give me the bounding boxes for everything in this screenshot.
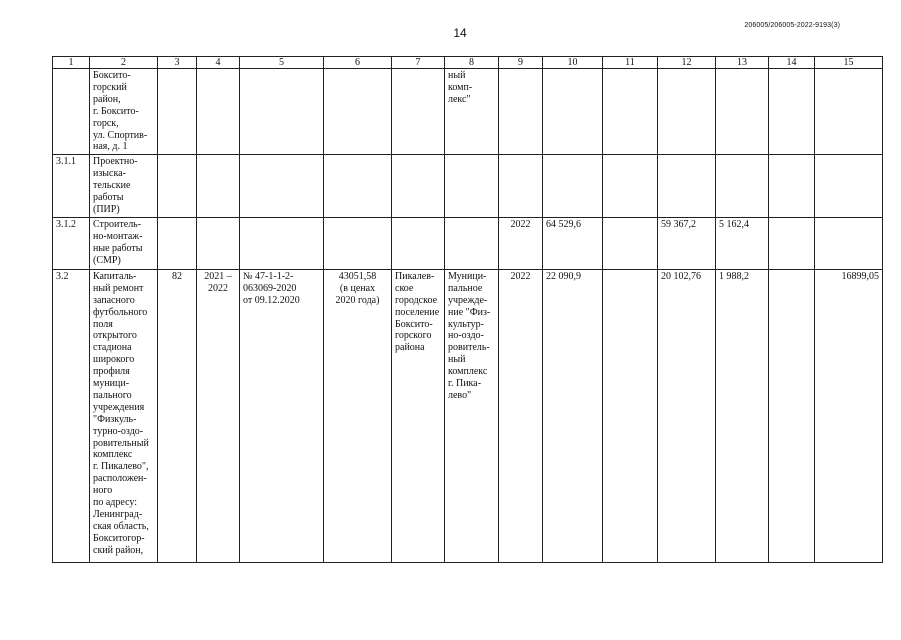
document-id: 206005/206005-2022-9193(3) <box>744 22 840 29</box>
table-cell <box>658 155 716 218</box>
amount-cell: 64 529,6 <box>543 217 603 269</box>
customer-cell: ный комп- лекс" <box>445 69 499 155</box>
table-row <box>53 69 883 155</box>
table-row <box>53 217 883 269</box>
table-cell <box>603 69 658 155</box>
column-header: 11 <box>603 57 658 69</box>
table-cell: 82 <box>158 269 197 562</box>
table-cell <box>815 217 883 269</box>
table-cell <box>158 155 197 218</box>
table-cell <box>716 155 769 218</box>
table-cell <box>603 269 658 562</box>
table-cell <box>392 155 445 218</box>
table-cell <box>769 217 815 269</box>
column-header: 12 <box>658 57 716 69</box>
amount-cell: 1 988,2 <box>716 269 769 562</box>
column-header: 10 <box>543 57 603 69</box>
amount-cell: 5 162,4 <box>716 217 769 269</box>
municipality-cell: Пикалев- ское городское поселение Боксито- горского района <box>392 269 445 562</box>
estimate-cell: 43051,58 (в ценах 2020 года) <box>324 269 392 562</box>
table-cell <box>392 217 445 269</box>
table-cell <box>445 155 499 218</box>
column-header: 8 <box>445 57 499 69</box>
table-cell <box>769 155 815 218</box>
table-cell <box>240 69 324 155</box>
column-header: 3 <box>158 57 197 69</box>
table-cell <box>197 155 240 218</box>
table-cell <box>815 155 883 218</box>
table-cell <box>499 155 543 218</box>
column-header: 5 <box>240 57 324 69</box>
table-cell <box>603 155 658 218</box>
table-cell <box>240 155 324 218</box>
column-header: 7 <box>392 57 445 69</box>
column-header: 2 <box>90 57 158 69</box>
object-name: Проектно- изыска- тельские работы (ПИР) <box>90 155 158 218</box>
row-number: 3.1.2 <box>53 217 90 269</box>
column-header: 15 <box>815 57 883 69</box>
table-cell <box>445 217 499 269</box>
amount-cell: 16899,05 <box>815 269 883 562</box>
column-header: 4 <box>197 57 240 69</box>
table-cell <box>197 217 240 269</box>
object-name: Строитель- но-монтаж- ные работы (СМР) <box>90 217 158 269</box>
table-cell <box>543 69 603 155</box>
table-cell <box>324 69 392 155</box>
column-header: 9 <box>499 57 543 69</box>
row-number <box>53 69 90 155</box>
table-cell <box>769 269 815 562</box>
table-cell <box>324 155 392 218</box>
column-header: 1 <box>53 57 90 69</box>
table-row <box>53 269 883 562</box>
expertise-cell: № 47-1-1-2- 063069-2020 от 09.12.2020 <box>240 269 324 562</box>
table-cell <box>716 69 769 155</box>
amount-cell: 20 102,76 <box>658 269 716 562</box>
amount-cell: 59 367,2 <box>658 217 716 269</box>
customer-cell: Муници- пальное учрежде- ние "Физ- культур- но-оздо- ровитель- ный комплекс г. Пика- лево" <box>445 269 499 562</box>
table-cell <box>543 155 603 218</box>
table-cell <box>603 217 658 269</box>
page-number: 14 <box>453 26 467 40</box>
table-cell <box>324 217 392 269</box>
row-number: 3.1.1 <box>53 155 90 218</box>
object-name: Боксито- горский район, г. Боксито- горск, ул. Спортив- ная, д. 1 <box>90 69 158 155</box>
table-cell <box>158 217 197 269</box>
column-header: 13 <box>716 57 769 69</box>
registry-table <box>52 56 883 563</box>
table-cell <box>769 69 815 155</box>
table-cell <box>197 69 240 155</box>
period-cell: 2021 – 2022 <box>197 269 240 562</box>
amount-cell: 22 090,9 <box>543 269 603 562</box>
table-cell <box>392 69 445 155</box>
column-header: 14 <box>769 57 815 69</box>
object-name: Капиталь- ный ремонт запасного футбольного поля открытого стадиона широкого профиля муници- пального учреждения "Физкуль- турно-оздо- ровительный комплекс г. Пикалево", расположен- ного по адресу: Ленинград- ская область, Бокситогор- ский район, <box>90 269 158 562</box>
year-cell: 2022 <box>499 269 543 562</box>
table-cell <box>658 69 716 155</box>
year-cell: 2022 <box>499 217 543 269</box>
row-number: 3.2 <box>53 269 90 562</box>
table-row <box>53 155 883 218</box>
column-header: 6 <box>324 57 392 69</box>
header-row <box>53 57 883 69</box>
table-cell <box>815 69 883 155</box>
table-cell <box>499 69 543 155</box>
table-cell <box>240 217 324 269</box>
table-cell <box>158 69 197 155</box>
